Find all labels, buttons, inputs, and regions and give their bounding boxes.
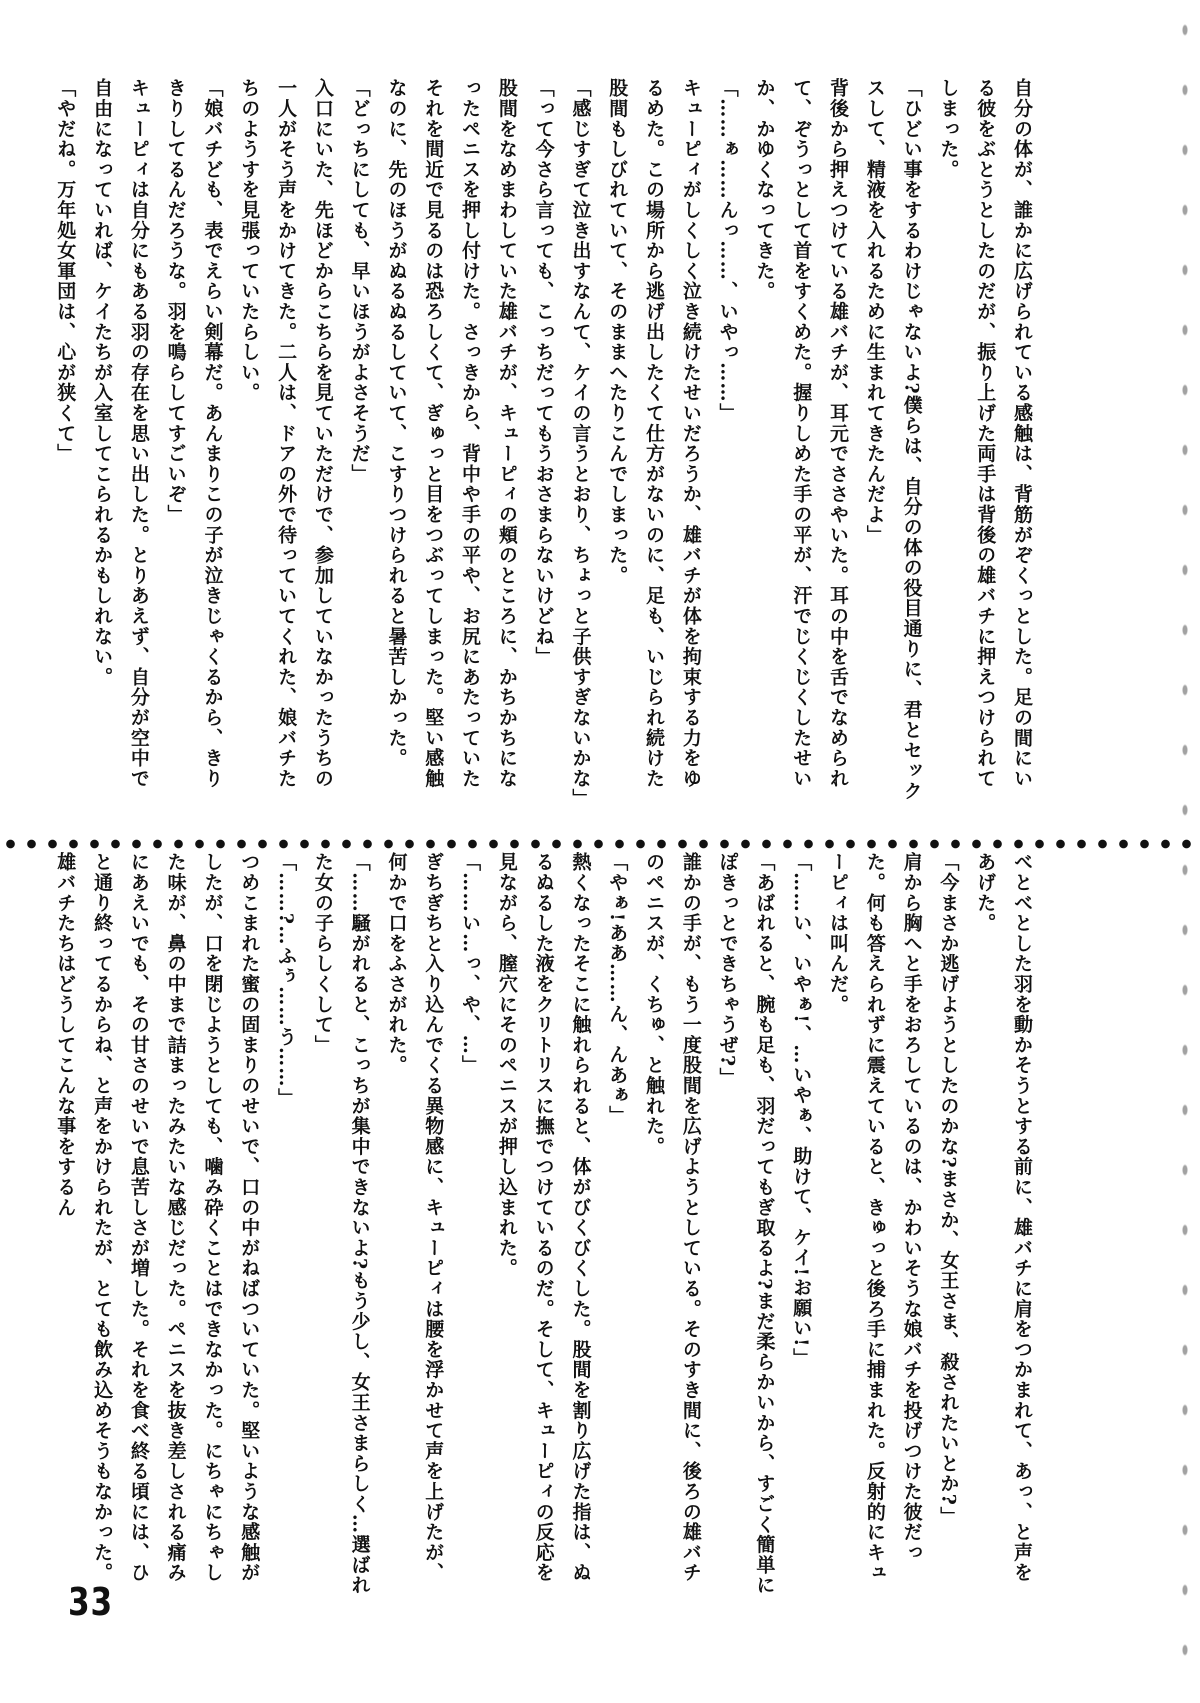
- dialogue-line: 「……い…っ、や、…」: [459, 852, 482, 1076]
- dialogue-line: 「やだね。万年処女軍団は、心が狭くて」: [54, 78, 77, 464]
- paragraph: 股間をなめまわしていた雄バチが、キューピィの頬のところに、かちかちになったペニスを押し付けた。さっきから、背中や手の平や、お尻にあたっていたそれを間近で見るのは恐ろしくて、ぎゅっと目をつぶってしまった。堅い感触なのに、先のほうがぬるぬるしていて、こすりつけられると暑苦しかった。: [385, 78, 518, 789]
- dialogue-line: 「娘バチども、表でえらい剣幕だ。あんまりこの子が泣きじゃくるから、きりきりしてるんだろうな。羽を鳴らしてすごいぞ」: [164, 78, 224, 789]
- dialogue-line: 「……い、いやぁ!、…いやぁ、助けて、ケイ!お願い!」: [790, 852, 813, 1369]
- dialogue-line: 「今まさか逃げようとしたのかな?まさか、女王さま、殺されたいとか?」: [937, 852, 960, 1527]
- dialogue-line: 「やぁ!ああ……ん、んあぁ」: [606, 852, 629, 1126]
- scan-edge-marks: [1170, 0, 1200, 1703]
- paragraph: 熱くなったそこに触れられると、体がびくびくした。股間を割り広げた指は、ぬるぬるした液をクリトリスに撫でつけているのだ。そして、キューピィの反応を見ながら、膣穴にそのペニスが押し込まれた。: [495, 852, 592, 1583]
- dialogue-line: 「ひどい事をするわけじゃないよ?僕らは、自分の体の役目通りに、君とセックスして、精液を入れるために生まれてきたんだよ」: [863, 78, 923, 801]
- dialogue-line: 「……ぁ……んっ……、いやっ……」: [716, 78, 739, 424]
- paragraph: べとべとした羽を動かそうとする前に、雄バチに肩をつかまれて、あっ、と声をあげた。: [974, 852, 1033, 1583]
- paragraph: 入口にいた、先ほどからこちらを見ていただけで、参加していなかったうちの一人がそう声をかけてきた。二人は、ドアの外で待っていてくれた、娘バチたちのようすを見張っていたらしい。: [238, 78, 334, 789]
- dialogue-line: 「……?…ふぅ……う……」: [275, 852, 298, 1109]
- paragraph: つめこまれた蜜の固まりのせいで、口の中がねばついていた。堅いような感触がしたが、口を閉じようとしても、噛み砕くことはできなかった。にちゃにちゃした味が、鼻の中まで詰まったみたいな感じだった。ペニスを抜き差しされる痛みにあえいでも、その甘さのせいで息苦しさが増した。それを食べ終る頃には、ひと通り終ってるからね、と声をかけられたが、とても飲み込めそうもなかった。雄バチたちはどうしてこんな事をするん: [54, 852, 261, 1583]
- paragraph: キューピィがしくしく泣き続けたせいだろうか、雄バチが体を拘束する力をゆるめた。この場所から逃げ出したくて仕方がないのに、足も、いじられ続けた股間もしびれていて、そのままへたりこんでしまった。: [606, 78, 702, 789]
- paragraph: 背後から押えつけている雄バチが、耳元でささやいた。耳の中を舌でなめられて、ぞうっとして首をすくめた。握りしめた手の平が、汗でじくじくしたせいか、かゆくなってきた。: [753, 78, 850, 789]
- paragraph: ぎちぎちと入り込んでくる異物感に、キューピィは腰を浮かせて声を上げたが、何かで口をふさがれた。: [385, 852, 445, 1583]
- dialogue-line: 「どっちにしても、早いほうがよさそうだ」: [348, 78, 371, 484]
- paragraph: 肩から胸へと手をおろしているのは、かわいそうな娘バチを投げつけた彼だった。何も答えられずに震えていると、きゅっと後ろ手に捕まれた。反射的にキューピィは叫んだ。: [827, 852, 923, 1583]
- dotted-divider: [0, 838, 1200, 850]
- upper-text-block: [54, 78, 1040, 809]
- page-number: 33: [68, 1580, 114, 1624]
- dialogue-line: 「って今さら言っても、こっちだってもうおさまらないけどね」: [532, 78, 555, 667]
- lower-text-block: [54, 852, 1040, 1597]
- dialogue-line: 「感じすぎて泣き出すなんて、ケイの言うとおり、ちょっと子供すぎないかな」: [569, 78, 592, 809]
- paragraph: キューピィは自分にもある羽の存在を思い出した。とりあえず、自分が空中で自由になっていれば、ケイたちが入室してこられるかもしれない。: [91, 78, 150, 789]
- paragraph: 誰かの手が、もう一度股間を広げようとしている。そのすき間に、後ろの雄バチのペニスが、くちゅ、と触れた。: [643, 852, 702, 1583]
- paragraph: 自分の体が、誰かに広げられている感触は、背筋がぞくっとした。足の間にいる彼をぶとうとしたのだが、振り上げた両手は背後の雄バチに押えつけられてしまった。: [937, 78, 1033, 789]
- dialogue-line: 「あばれると、腕も足も、羽だってもぎ取るよ?まだ柔らかいから、すごく簡単にぽきっとできちゃうぜ?」: [716, 852, 776, 1596]
- dialogue-line: 「……騒がれると、こっちが集中できないよ?もう少し、女王さまらしく…選ばれた女の子らしくして」: [311, 852, 371, 1596]
